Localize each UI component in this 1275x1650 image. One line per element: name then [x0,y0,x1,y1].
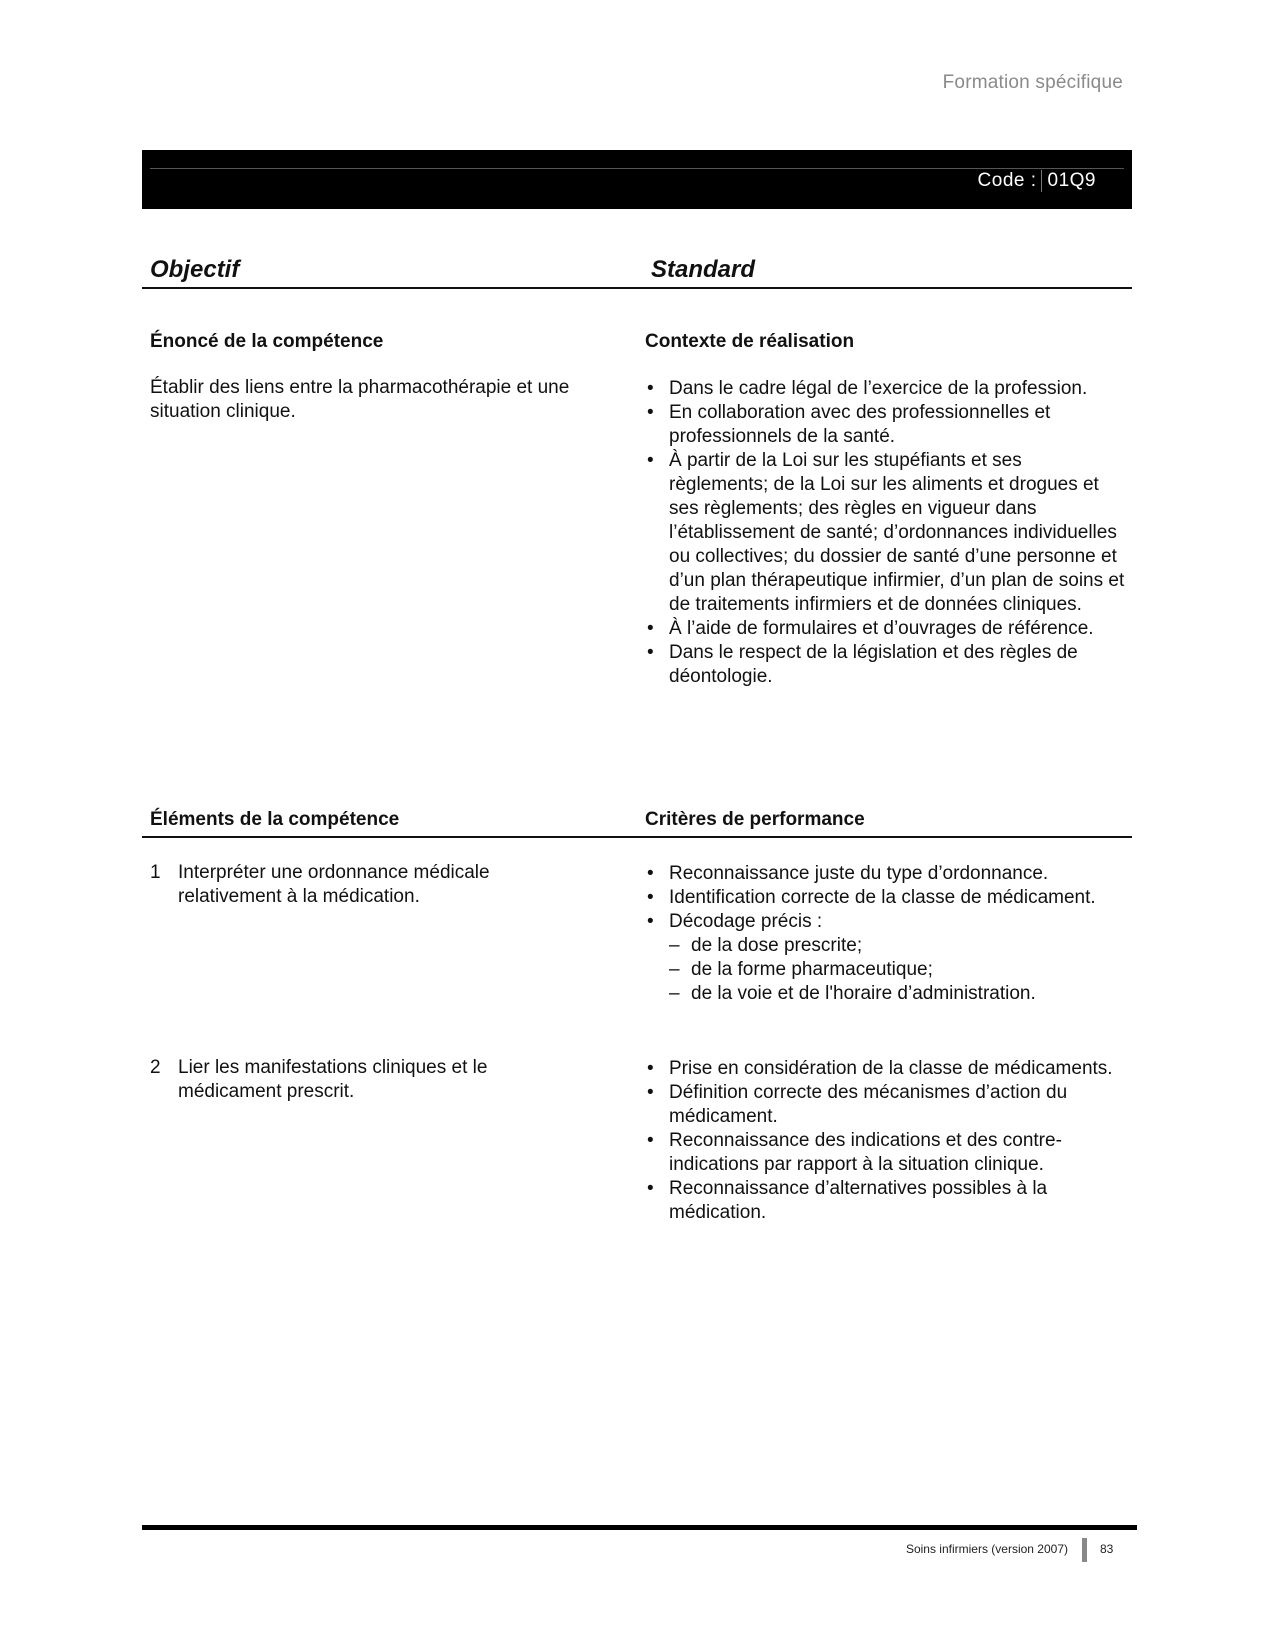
criteria-list-1 [645,862,1125,1006]
element-1 [150,861,590,909]
element-number: 1 [150,862,161,883]
footer-rule [142,1525,1137,1530]
page-header: Formation spécifique [942,72,1123,93]
list-item: • Décodage précis : – de la dose prescrite; – de la forme pharmaceutique; – de la voie et de l'horaire d’administration. [645,910,1125,1006]
criteria-heading: Critères de performance [645,809,865,830]
element-2 [150,1056,590,1104]
heading-rule [142,287,1132,289]
elements-rule [142,836,1132,838]
code-value: 01Q9 [1047,170,1096,192]
code-label: Code : [977,170,1037,192]
objectif-heading: Objectif [150,256,240,283]
footer-title: Soins infirmiers (version 2007) [905,1542,1068,1556]
context-list [645,377,1125,689]
element-text: Interpréter une ordonnance médicale relativement à la médication. [178,862,490,907]
competence-statement: Établir des liens entre la pharmacothérapie et une situation clinique. [150,377,570,422]
context-heading: Contexte de réalisation [645,331,855,352]
code-separator [1041,170,1042,192]
list-item: • Dans le respect de la législation et des règles de déontologie. [647,642,1078,687]
element-number: 2 [150,1057,161,1078]
element-text: Lier les manifestations cliniques et le médicament prescrit. [178,1057,488,1102]
list-item: • Identification correcte de la classe de médicament. [647,887,1096,908]
course-code [978,170,1096,192]
band-rule [150,168,1124,169]
competence-heading: Énoncé de la compétence [150,331,384,352]
list-item: – de la dose prescrite; [669,935,863,956]
criteria-list-2 [645,1057,1125,1225]
list-item: • En collaboration avec des professionnelles et professionnels de la santé. [647,402,1051,447]
list-item: • À partir de la Loi sur les stupéfiants et ses règlements; de la Loi sur les aliments et drogues et ses règlements; des règles en vigueur dans l’établissement de santé; d’ordonnances individuelles ou collectives; du dossier de santé d’une personne et d’un plan thérapeutique infirmier, d’un plan de soins et de traitements infirmiers et de données cliniques. [647,450,1125,615]
elements-heading: Éléments de la compétence [150,809,400,830]
page-number: 83 [1100,1542,1114,1556]
list-item: – de la forme pharmaceutique; [669,959,933,980]
list-item: – de la voie et de l'horaire d’administration. [669,983,1036,1004]
list-item: • Reconnaissance des indications et des contre-indications par rapport à la situation clinique. [647,1130,1062,1175]
list-item: • Définition correcte des mécanismes d’action du médicament. [647,1082,1068,1127]
list-item: • À l’aide de formulaires et d’ouvrages de référence. [647,618,1094,639]
standard-heading: Standard [651,256,756,283]
list-item: • Reconnaissance d’alternatives possibles à la médication. [647,1178,1048,1223]
list-item: • Reconnaissance juste du type d’ordonnance. [647,863,1049,884]
list-item: • Dans le cadre légal de l’exercice de la profession. [647,378,1088,399]
code-band [142,150,1132,209]
footer-separator [1082,1538,1087,1562]
list-item: • Prise en considération de la classe de médicaments. [647,1058,1113,1079]
sub-criteria-list [669,934,1125,1006]
